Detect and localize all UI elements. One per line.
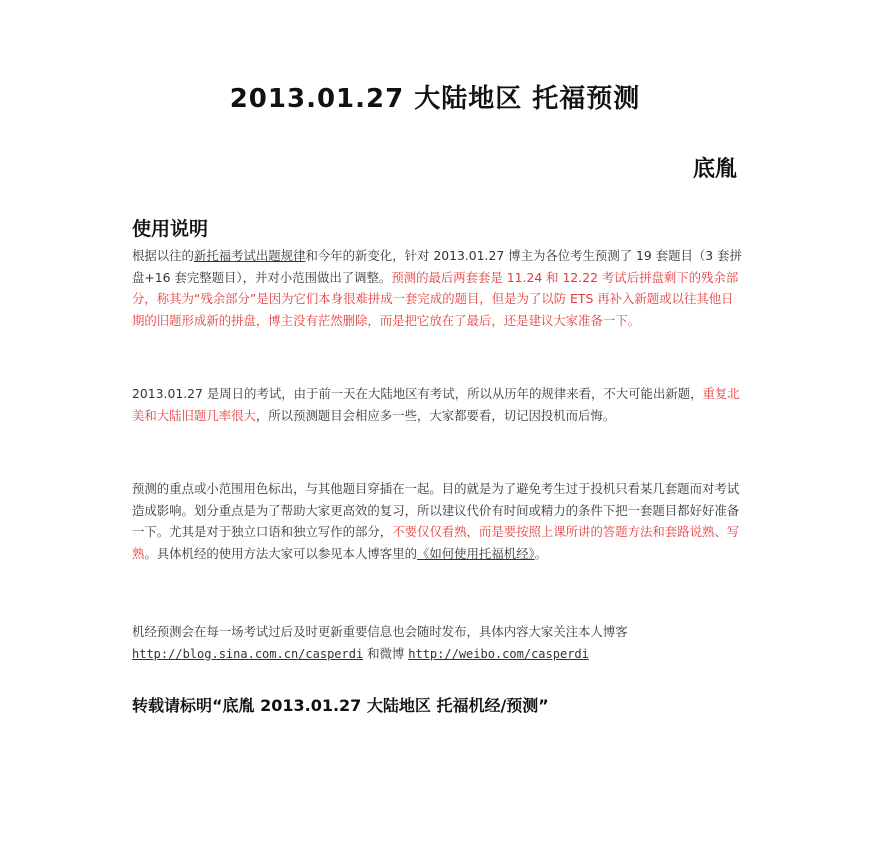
highlight-text: 重复北美和大陆旧题几率很大	[132, 386, 740, 423]
text-span: ，所以预测题目会相应多一些，大家都要看，切记因投机而后悔。	[255, 407, 616, 423]
text-span: 2013.01.27 是周日的考试，由于前一天在大陆地区有考试，所以从历年的规律来看，不大可能出新题，	[132, 386, 703, 401]
highlight-text: 预测的最后两套套是 11.24 和 12.22 考试后拼盘剩下的残余部分，称其为“残余部分”是因为它们本身很难拼成一套完成的题目，但是为了以防 ETS 再补入新题或以往其他日期的旧题形成新的拼盘，博主没有茫然删除，而是把它放在了最后，还是建议大家准备一下。	[132, 269, 739, 328]
text-span: 机经预测会在每一场考试过后及时更新重要信息也会随时发布，具体内容大家关注本人博客	[132, 624, 628, 639]
text-span: 。具体机经的使用方法大家可以参见本人博客里的	[144, 545, 417, 561]
repost-notice: 转载请标明“底胤 2013.01.27 大陆地区 托福机经/预测”	[132, 696, 549, 715]
paragraph-intro	[132, 245, 742, 331]
paragraph-updates	[132, 621, 742, 665]
guide-link[interactable]: 《如何使用托福机经》	[416, 545, 535, 561]
paragraph-exam-note	[132, 383, 742, 426]
text-span: 根据以往的	[132, 248, 194, 263]
highlight-text: 不要仅仅看熟，而是要按照上课所讲的答题方法和套路说熟、写熟	[132, 524, 740, 561]
rules-link[interactable]: 新托福考试出题规律	[193, 248, 306, 263]
text-span: 和今年的新变化，针对 2013.01.27 博主为各位考生预测了 19 套题目（3 套拼盘+16 套完整题目），并对小范围做出了调整。	[132, 248, 742, 285]
weibo-link[interactable]: http://weibo.com/casperdi	[408, 646, 589, 661]
section-heading: 使用说明	[132, 218, 209, 240]
blog-link[interactable]: http://blog.sina.com.cn/casperdi	[132, 646, 364, 661]
text-span: 预测的重点或小范围用色标出，与其他题目穿插在一起。目的就是为了避免考生过于投机只看某几套题而对考试造成影响。划分重点是为了帮助大家更高效的复习，所以建议代价有时间或精力的条件下把一套题目都好好准备一下。尤其是对于独立口语和独立写作的部分，	[132, 481, 740, 539]
paragraph-focus	[132, 478, 742, 564]
document-title: 2013.01.27 大陆地区 托福预测	[229, 84, 641, 114]
text-span: 。	[534, 545, 548, 561]
text-span: 和微博	[363, 645, 409, 661]
author-name: 底胤	[692, 157, 737, 182]
